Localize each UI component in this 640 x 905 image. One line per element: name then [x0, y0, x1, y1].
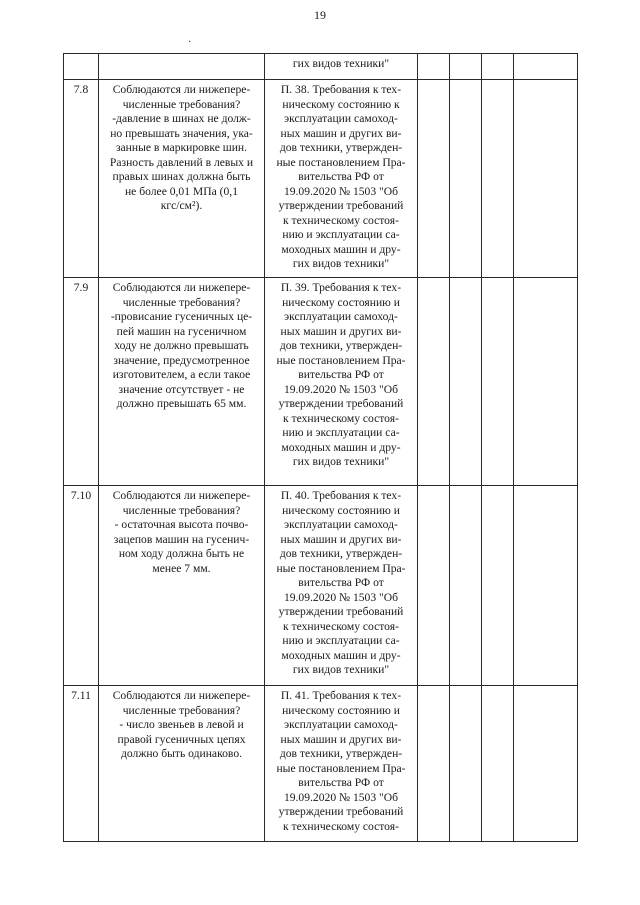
- blank-answer-cell: [418, 686, 450, 842]
- page-number: 19: [314, 8, 326, 22]
- blank-answer-cell: [450, 278, 482, 486]
- question-line: кгс/см²).: [160, 199, 203, 212]
- table-row: [64, 486, 578, 686]
- reference-line: П. 38. Требования к тех-: [280, 83, 402, 96]
- question-line: менее 7 мм.: [152, 561, 211, 575]
- reference-line: ные постановлением Пра-: [276, 561, 406, 575]
- question-cell: [99, 54, 265, 80]
- question-line: численные требования?: [122, 703, 241, 717]
- table-row: [64, 80, 578, 278]
- blank-answer-cell: [482, 54, 514, 80]
- blank-answer-cell: [514, 278, 578, 486]
- table-row: [64, 278, 578, 486]
- reference-line: ные постановлением Пра-: [276, 353, 406, 367]
- question-line: -провисание гусеничных це-: [110, 310, 253, 323]
- reference-line: утверждении требований: [278, 805, 404, 818]
- question-line: занные в маркировке шин.: [115, 141, 248, 154]
- blank-answer-cell: [418, 80, 450, 278]
- reference-line: ные постановлением Пра-: [276, 155, 406, 169]
- question-line: но превышать значения, ука-: [110, 126, 253, 140]
- reference-line: ных машин и других ви-: [280, 732, 402, 746]
- reference-line: ных машин и других ви-: [280, 532, 402, 546]
- question-cell: [99, 686, 265, 842]
- reference-line: к техническому состоя-: [283, 411, 399, 425]
- reference-line: эксплуатации самоход-: [284, 310, 398, 323]
- question-line: Соблюдаются ли нижепере-: [112, 281, 251, 294]
- question-line: Соблюдаются ли нижепере-: [112, 689, 251, 702]
- question-line: ном ходу должна быть не: [118, 547, 245, 560]
- reference-line: эксплуатации самоход-: [284, 718, 398, 731]
- reference-line: ническому состоянию к: [282, 97, 400, 111]
- reference-line: моходных машин и дру-: [281, 440, 401, 454]
- blank-answer-cell: [514, 80, 578, 278]
- reference-line: ные постановлением Пра-: [276, 761, 406, 775]
- reference-line: гих видов техники": [292, 257, 390, 270]
- blank-answer-cell: [482, 486, 514, 686]
- requirements-table: [63, 53, 578, 842]
- question-line: должно превышать 65 мм.: [116, 397, 247, 410]
- blank-answer-cell: [482, 80, 514, 278]
- reference-line: к техническому состоя-: [283, 619, 399, 633]
- reference-line: эксплуатации самоход-: [284, 518, 398, 531]
- item-number: 7.11: [64, 686, 99, 842]
- blank-answer-cell: [514, 54, 578, 80]
- reference-line: дов техники, утвержден-: [279, 547, 403, 560]
- question-line: должно быть одинаково.: [120, 747, 243, 760]
- question-line: Соблюдаются ли нижепере-: [112, 83, 251, 96]
- question-line: изготовителем, а если такое: [112, 368, 251, 381]
- question-line: зацепов машин на гусенич-: [113, 532, 250, 546]
- blank-answer-cell: [514, 686, 578, 842]
- reference-line: нию и эксплуатации са-: [282, 228, 400, 241]
- reference-line: П. 39. Требования к тех-: [280, 281, 402, 294]
- blank-answer-cell: [418, 486, 450, 686]
- reference-line: вительства РФ от: [298, 576, 384, 589]
- reference-line: гих видов техники": [292, 57, 390, 70]
- table-row: [64, 54, 578, 80]
- question-line: численные требования?: [122, 503, 241, 517]
- question-line: значение отсутствует - не: [118, 382, 245, 396]
- blank-answer-cell: [418, 54, 450, 80]
- blank-answer-cell: [450, 686, 482, 842]
- question-line: численные требования?: [122, 295, 241, 309]
- reference-line: ническому состоянию и: [282, 703, 400, 717]
- reference-line: нию и эксплуатации са-: [282, 426, 400, 439]
- question-cell: [99, 278, 265, 486]
- reference-line: П. 41. Требования к тех-: [280, 689, 402, 702]
- reference-cell: [265, 278, 418, 486]
- reference-line: дов техники, утвержден-: [279, 141, 403, 154]
- reference-line: дов техники, утвержден-: [279, 339, 403, 352]
- question-line: численные требования?: [122, 97, 241, 111]
- reference-line: гих видов техники": [292, 663, 390, 676]
- question-line: - остаточная высота почво-: [114, 518, 249, 531]
- blank-answer-cell: [482, 278, 514, 486]
- question-line: правой гусеничных цепях: [117, 732, 246, 746]
- reference-line: 19.09.2020 № 1503 "Об: [283, 184, 399, 198]
- reference-line: к техническому состоя-: [283, 819, 399, 833]
- blank-answer-cell: [514, 486, 578, 686]
- blank-answer-cell: [450, 486, 482, 686]
- stray-mark: ·: [188, 37, 192, 48]
- reference-line: к техническому состоя-: [283, 213, 399, 227]
- reference-line: ническому состоянию и: [282, 503, 400, 517]
- question-cell: [99, 486, 265, 686]
- item-number: 7.9: [64, 278, 99, 486]
- reference-line: 19.09.2020 № 1503 "Об: [283, 382, 399, 396]
- reference-line: эксплуатации самоход-: [284, 112, 398, 125]
- item-number: 7.10: [64, 486, 99, 686]
- reference-line: моходных машин и дру-: [281, 242, 401, 256]
- reference-line: гих видов техники": [292, 455, 390, 468]
- reference-line: ных машин и других ви-: [280, 324, 402, 338]
- reference-line: утверждении требований: [278, 199, 404, 212]
- reference-line: дов техники, утвержден-: [279, 747, 403, 760]
- reference-cell: [265, 80, 418, 278]
- blank-answer-cell: [450, 80, 482, 278]
- question-line: ходу не должно превышать: [114, 339, 249, 352]
- reference-line: 19.09.2020 № 1503 "Об: [283, 790, 399, 804]
- table-body: [64, 54, 578, 842]
- question-cell: [99, 80, 265, 278]
- reference-line: 19.09.2020 № 1503 "Об: [283, 590, 399, 604]
- blank-answer-cell: [418, 278, 450, 486]
- reference-line: вительства РФ от: [298, 170, 384, 183]
- question-line: Разность давлений в левых и: [109, 155, 254, 169]
- question-line: -давление в шинах не долж-: [112, 112, 251, 125]
- reference-line: вительства РФ от: [298, 776, 384, 789]
- question-line: - число звеньев в левой и: [119, 718, 244, 731]
- question-line: пей машин на гусеничном: [116, 324, 247, 338]
- reference-cell: [265, 486, 418, 686]
- reference-line: вительства РФ от: [298, 368, 384, 381]
- reference-line: утверждении требований: [278, 605, 404, 618]
- item-number: [64, 54, 99, 80]
- reference-line: нию и эксплуатации са-: [282, 634, 400, 647]
- question-line: значение, предусмотренное: [113, 353, 250, 367]
- question-line: правых шинах должна быть: [112, 170, 251, 183]
- reference-cell: [265, 54, 418, 80]
- blank-answer-cell: [482, 686, 514, 842]
- question-line: не более 0,01 МПа (0,1: [124, 184, 239, 198]
- item-number: 7.8: [64, 80, 99, 278]
- reference-line: моходных машин и дру-: [281, 648, 401, 662]
- reference-line: ных машин и других ви-: [280, 126, 402, 140]
- reference-line: П. 40. Требования к тех-: [280, 489, 402, 502]
- reference-line: утверждении требований: [278, 397, 404, 410]
- reference-line: ническому состоянию и: [282, 295, 400, 309]
- blank-answer-cell: [450, 54, 482, 80]
- table-row: [64, 686, 578, 842]
- reference-cell: [265, 686, 418, 842]
- question-line: Соблюдаются ли нижепере-: [112, 489, 251, 502]
